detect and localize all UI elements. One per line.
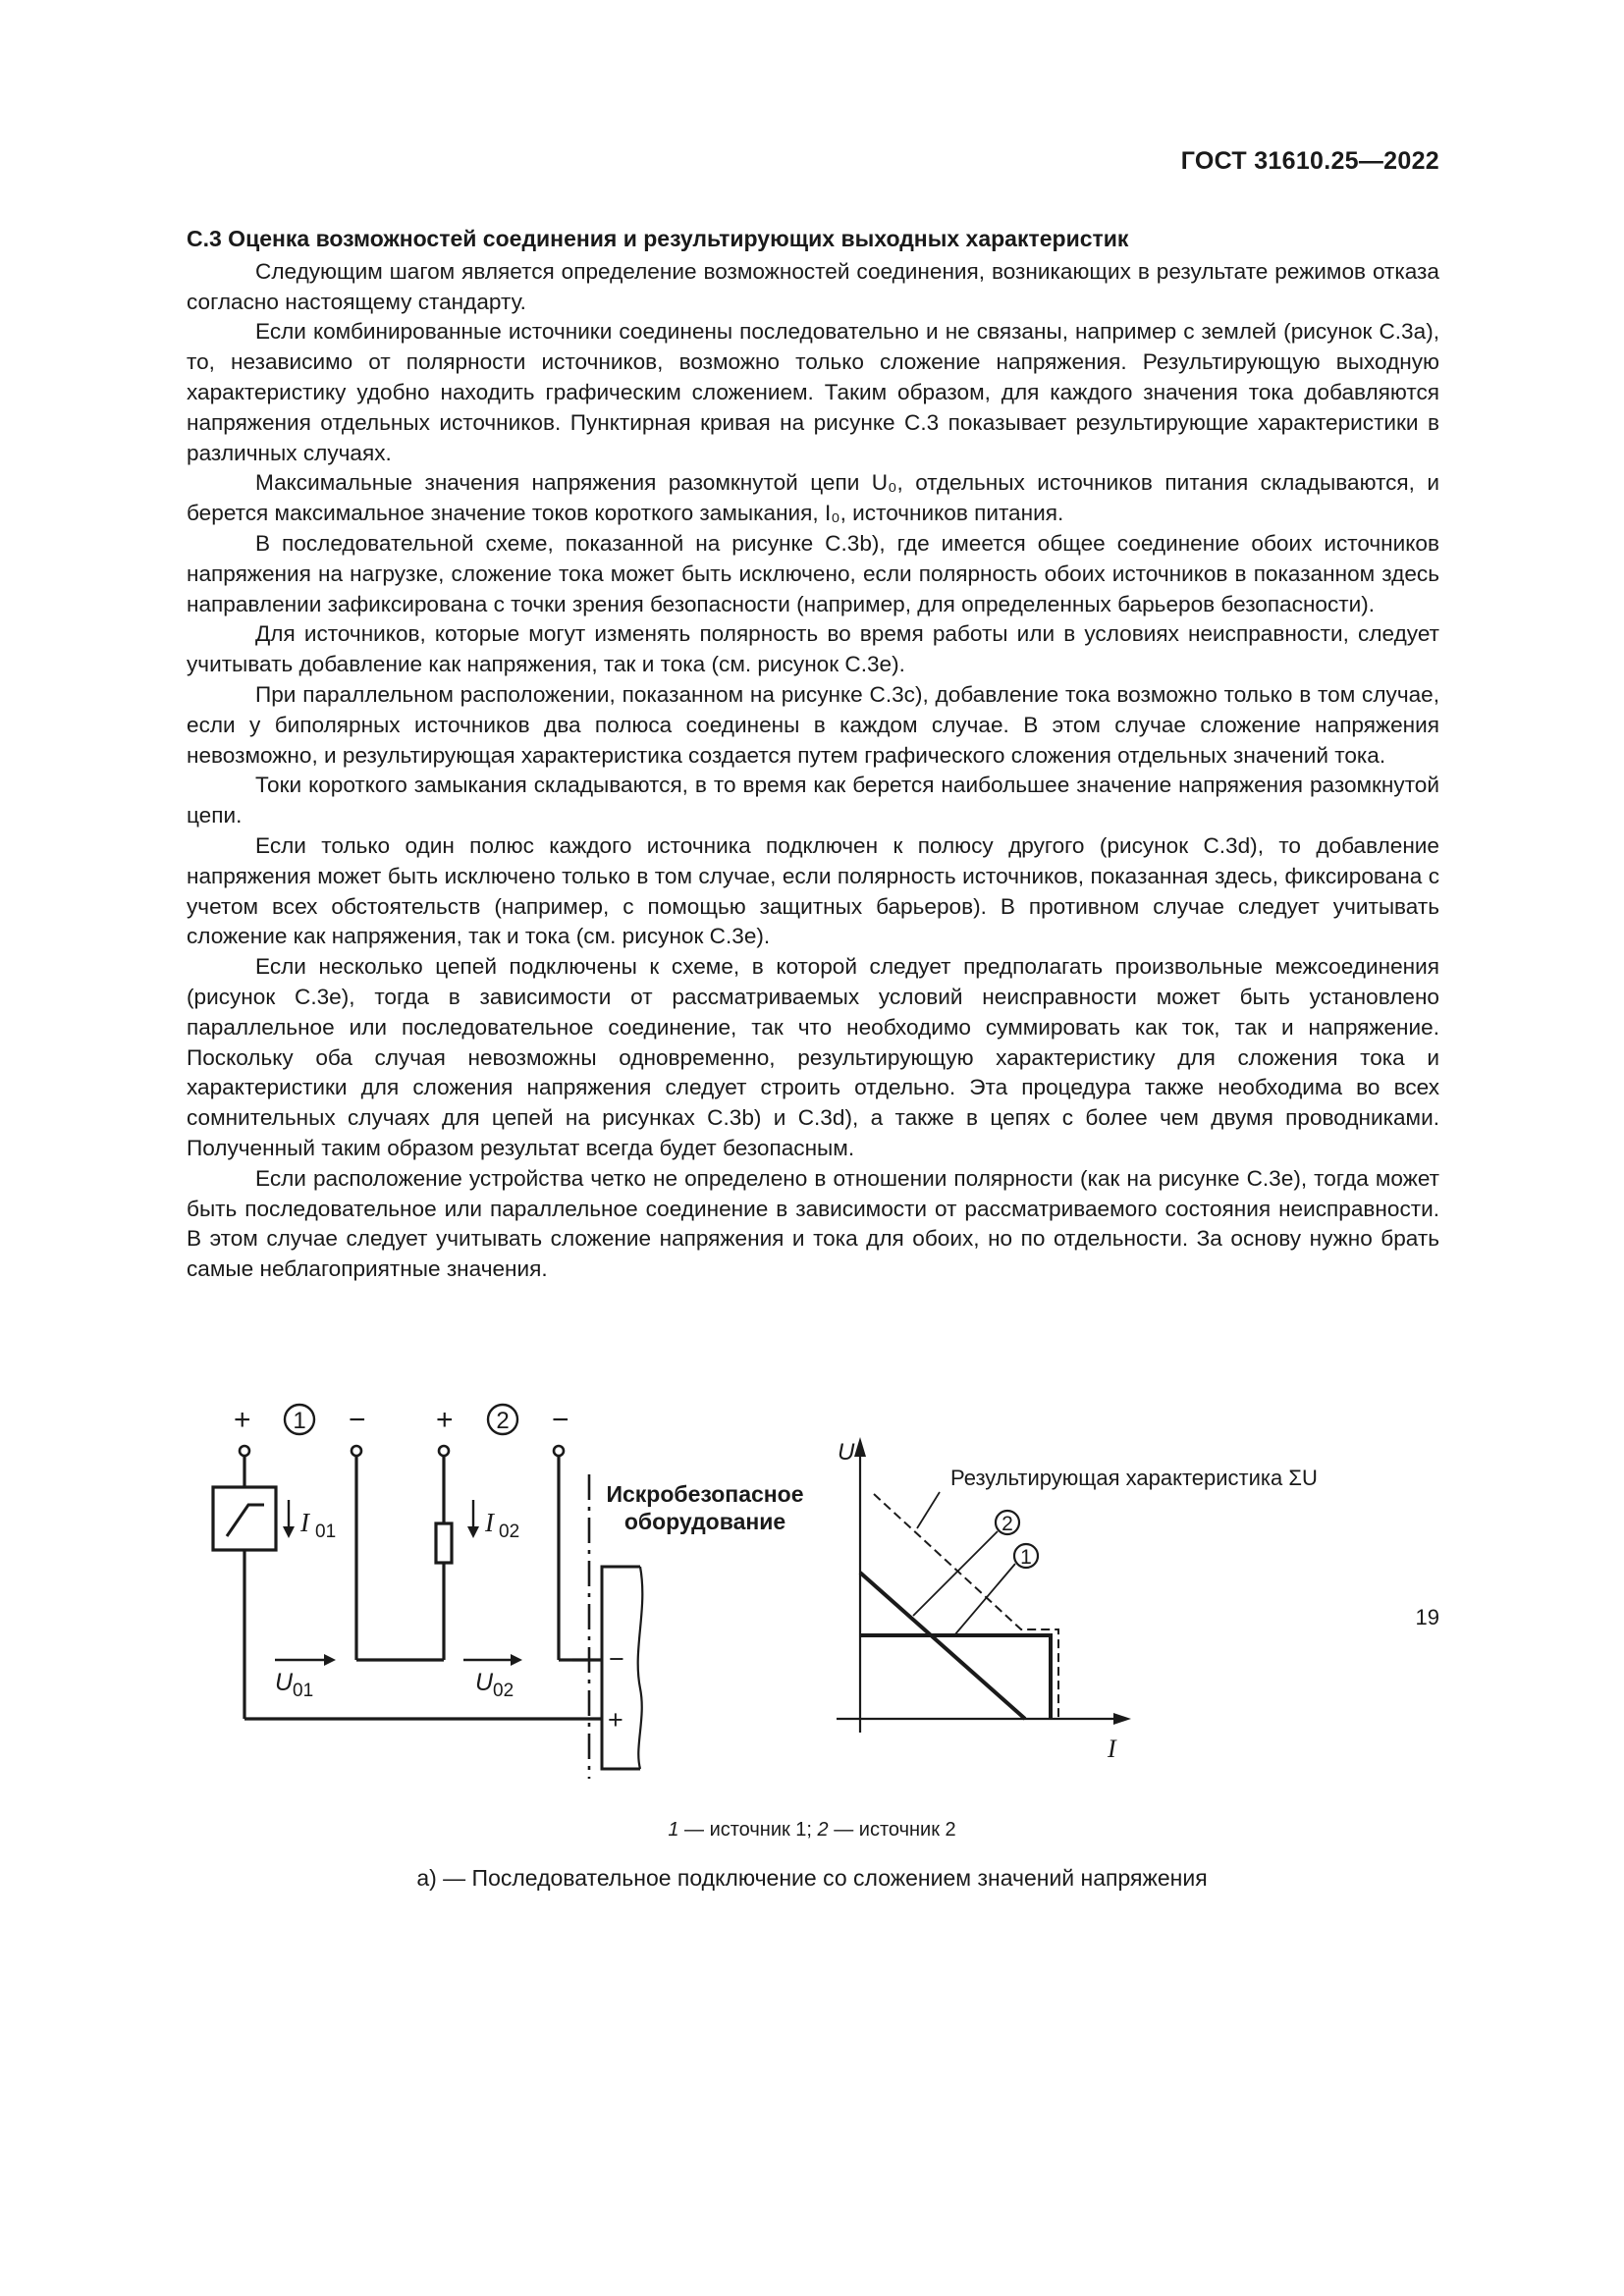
- legend-number-2: 2: [817, 1819, 829, 1841]
- graph-y-label: U: [838, 1439, 855, 1466]
- current-label-i02: I: [485, 1508, 494, 1537]
- paragraph-8-text: Если только один полюс каждого источника подключен к полюсу другого (рисунок С.3d), то добавление напряжения может быть исключено только в том случае, если полярность источников, показанная здесь, фиксирована с учетом всех обстоятельств (например, с помощью защитных барьеров). В противном случае следует учитывать сложение как напряжения, так и тока (см. рисунок С.3е).: [187, 832, 1439, 949]
- characteristic-source-2: [860, 1573, 1025, 1719]
- equipment-break-edge: [638, 1567, 643, 1769]
- paragraph-3: [187, 468, 1439, 529]
- marker-1: 1: [1020, 1546, 1032, 1569]
- marker-2: 2: [1001, 1513, 1013, 1535]
- figure-caption: а) — Последовательное подключение со сложением значений напряжения: [416, 1865, 1208, 1891]
- paragraph-6-text: При параллельном расположении, показанном на рисунке С.3с), добавление тока возможно только в том случае, если у биполярных источников два полюса соединены в каждом случае. В этом случае сложение напряжения невозможно, и результирующая характеристика создается путем графического сложения отдельных значений тока.: [187, 681, 1439, 768]
- paragraph-4: [187, 529, 1439, 619]
- current-label-i01: I: [300, 1508, 309, 1537]
- resulting-characteristic-label: Результирующая характеристика ΣU: [950, 1466, 1318, 1490]
- voltage-label-u02-sub: 02: [493, 1681, 514, 1701]
- paragraph-7: [187, 771, 1439, 831]
- paragraph-3-text: Максимальные значения напряжения разомкнутой цепи U₀, отдельных источников питания складываются, и берется максимальное значение токов короткого замыкания, I₀, источников питания.: [187, 470, 1439, 526]
- graph-x-arrowhead: [1113, 1713, 1131, 1725]
- legend-text-2: — источник 2: [828, 1819, 956, 1841]
- paragraph-9: [187, 952, 1439, 1164]
- paragraph-9-text: Если несколько цепей подключены к схеме, в которой следует предполагать произвольные межсоединения (рисунок С.3е), тогда в зависимости от рассматриваемых условий неисправности может быть установлено параллельное или последовательное соединение, так что необходимо суммировать как ток, так и напряжение. Поскольку оба случая невозможны одновременно, результирующую характеристику для сложения тока и характеристики для сложения напряжения следует строить отдельно. Эта процедура также необходима во всех сомнительных случаях для цепей на рисунках С.3b) и С.3d), а также в цепях с более чем двумя проводниками. Полученный таким образом результат всегда будет безопасным.: [187, 954, 1439, 1160]
- callout-line: [954, 1564, 1015, 1635]
- voltage-label-u01-sub: 01: [293, 1681, 314, 1701]
- source-1-symbol: [227, 1505, 264, 1536]
- terminal-1-minus: [352, 1446, 361, 1456]
- paragraph-7-text: Токи короткого замыкания складываются, в то время как берется наибольшее значение напряжения разомкнутой цепи.: [187, 773, 1439, 828]
- figure-c3a: [187, 1394, 1439, 1816]
- callout-line: [917, 1492, 940, 1528]
- voltage-arrowhead-1: [324, 1654, 336, 1666]
- paragraph-8: [187, 831, 1439, 952]
- voltage-arrowhead-2: [511, 1654, 522, 1666]
- callout-line: [913, 1531, 998, 1616]
- resulting-characteristic: [874, 1494, 1058, 1719]
- paragraph-6: [187, 680, 1439, 771]
- page-number: 19: [1415, 1605, 1439, 1629]
- voltage-label-u02: U: [475, 1669, 494, 1696]
- section-title: С.3 Оценка возможностей соединения и результирующих выходных характеристик: [187, 226, 1129, 251]
- plus-label-1: +: [234, 1404, 251, 1436]
- equipment-label-line1: Искробезопасное: [606, 1481, 804, 1507]
- terminal-2-plus: [439, 1446, 449, 1456]
- figure-svg: [187, 1394, 1439, 1816]
- section-body: [187, 224, 1439, 1285]
- terminal-2-minus: [554, 1446, 564, 1456]
- document-standard-number: ГОСТ 31610.25—2022: [1180, 147, 1439, 175]
- minus-label-1: −: [349, 1404, 366, 1436]
- graph-y-arrowhead: [854, 1437, 866, 1457]
- equipment-label-line2: оборудование: [623, 1509, 786, 1534]
- figure-legend: [0, 1819, 1624, 1842]
- current-arrowhead-2: [467, 1526, 479, 1538]
- paragraph-4-text: В последовательной схеме, показанной на рисунке С.3b), где имеется общее соединение обоих источников напряжения на нагрузке, сложение тока может быть исключено, если полярность обоих источников в показанном здесь направлении зафиксирована с точки зрения безопасности (например, для определенных барьеров безопасности).: [187, 530, 1439, 616]
- source-1-block: [213, 1487, 276, 1550]
- source-2-resistor: [436, 1523, 452, 1563]
- equipment-terminal-minus: −: [609, 1644, 624, 1674]
- paragraph-2-text: Если комбинированные источники соединены последовательно и не связаны, например с землей (рисунок С.3а), то, независимо от полярности источников, возможно только сложение напряжения. Результирующую выходную характеристику удобно находить графическим сложением. Таким образом, для каждого значения тока добавляются напряжения отдельных источников. Пунктирная кривая на рисунке С.3 показывает результирующие характеристики в различных случаях.: [187, 319, 1439, 465]
- current-arrowhead-1: [283, 1526, 295, 1538]
- paragraph-5-text: Для источников, которые могут изменять полярность во время работы или в условиях неисправности, следует учитывать добавление как напряжения, так и тока (см. рисунок С.3е).: [187, 621, 1439, 677]
- voltage-label-u01: U: [275, 1669, 294, 1696]
- minus-label-2: −: [552, 1404, 569, 1436]
- source-1-number: 1: [293, 1408, 306, 1434]
- plus-label-2: +: [436, 1404, 454, 1436]
- characteristic-source-1: [860, 1635, 1051, 1719]
- paragraph-2: [187, 317, 1439, 468]
- paragraph-10-text: Если расположение устройства четко не определено в отношении полярности (как на рисунке С.3е), тогда может быть последовательное или параллельное соединение в зависимости от рассматриваемого состояния неисправности. В этом случае следует учитывать сложение напряжения и тока для обоих, но по отдельности. За основу нужно брать самые неблагоприятные значения.: [187, 1165, 1439, 1282]
- terminal-1-plus: [240, 1446, 249, 1456]
- paragraph-5: [187, 619, 1439, 680]
- paragraph-1: [187, 257, 1439, 318]
- legend-text-1: — источник 1;: [678, 1819, 818, 1841]
- graph-x-label: I: [1108, 1735, 1116, 1763]
- paragraph-1-text: Следующим шагом является определение возможностей соединения, возникающих в результате режимов отказа согласно настоящему стандарту.: [187, 258, 1439, 314]
- current-label-i01-sub: 01: [315, 1522, 337, 1542]
- equipment-terminal-plus: +: [608, 1705, 623, 1735]
- legend-number-1: 1: [668, 1819, 679, 1841]
- current-label-i02-sub: 02: [499, 1522, 520, 1542]
- paragraph-10: [187, 1164, 1439, 1285]
- source-2-number: 2: [496, 1408, 510, 1434]
